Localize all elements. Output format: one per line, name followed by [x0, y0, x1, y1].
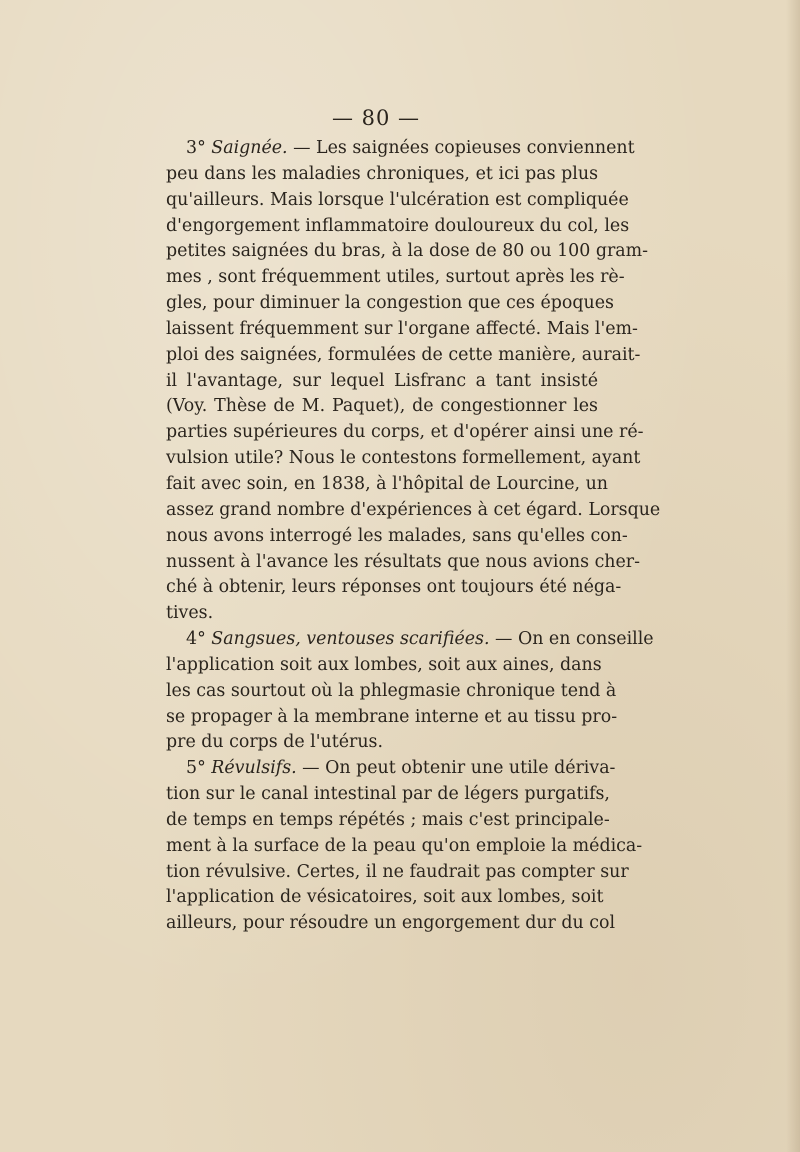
text-line: peu dans les maladies chroniques, et ici pas plus — [166, 163, 598, 184]
text-line: l'application de vésicatoires, soit aux lombes, soit — [166, 887, 604, 908]
text-line — [166, 136, 635, 162]
text-line: mes , sont fréquemment utiles, surtout après les rè- — [166, 267, 625, 288]
text-line: les cas sourtout où la phlegmasie chronique tend à — [166, 680, 617, 701]
text-line: gles, pour diminuer la congestion que ces époques — [166, 293, 614, 314]
page-number: — 80 — — [331, 106, 421, 130]
text-line: petites saignées du bras, à la dose de 80 ou 100 gram- — [166, 241, 648, 262]
section-number: 5° — [186, 758, 212, 779]
text-line: ché à obtenir, leurs réponses ont toujours été néga- — [166, 577, 622, 598]
text-line-content: — On en conseille — [489, 629, 654, 650]
text-line: (Voy. Thèse de M. Paquet), de congestionner les — [166, 396, 598, 417]
text-line — [166, 756, 616, 782]
section-heading-saignee: Saignée. — [211, 138, 288, 158]
text-line: tion sur le canal intestinal par de légers purgatifs, — [166, 784, 610, 805]
body-text — [166, 136, 661, 937]
text-line-content: — On peut obtenir une utile dériva- — [296, 758, 616, 779]
section-number: 3° — [186, 138, 212, 158]
text-line: d'engorgement inflammatoire douloureux du col, les — [166, 215, 630, 236]
section-heading-sangsues: Sangsues, ventouses scarifiées. — [211, 629, 490, 650]
text-line: tion révulsive. Certes, il ne faudrait pas compter sur — [166, 861, 629, 882]
section-heading-revulsifs: Révulsifs. — [211, 758, 297, 779]
page-edge-shadow — [786, 0, 800, 1152]
text-line: de temps en temps répétés ; mais c'est principale- — [166, 809, 610, 830]
text-line: tives. — [166, 603, 214, 624]
text-line: qu'ailleurs. Mais lorsque l'ulcération est compliquée — [166, 189, 629, 210]
text-line: ment à la surface de la peau qu'on emploie la médica- — [166, 835, 643, 856]
text-line: fait avec soin, en 1838, à l'hôpital de Lourcine, un — [166, 473, 608, 494]
text-line — [166, 627, 654, 653]
text-line: l'application soit aux lombes, soit aux aines, dans — [166, 654, 602, 675]
text-line: laissent fréquemment sur l'organe affecté. Mais l'em- — [166, 318, 638, 339]
text-line: nous avons interrogé les malades, sans qu'elles con- — [166, 525, 628, 546]
text-line: parties supérieures du corps, et d'opérer ainsi une ré- — [166, 422, 644, 443]
text-line: pre du corps de l'utérus. — [166, 732, 383, 753]
text-line: ailleurs, pour résoudre un engorgement dur du col — [166, 913, 616, 934]
text-line: ploi des saignées, formulées de cette manière, aurait- — [166, 344, 641, 365]
text-line: il l'avantage, sur lequel Lisfranc a tant insisté — [166, 370, 598, 391]
text-line: vulsion utile? Nous le contestons formellement, ayant — [166, 448, 641, 469]
text-line-content: — Les saignées copieuses conviennent — [287, 138, 635, 158]
text-line: assez grand nombre d'expériences à cet égard. Lorsque — [166, 499, 661, 520]
text-line: se propager à la membrane interne et au tissu pro- — [166, 706, 618, 727]
text-line: nussent à l'avance les résultats que nous avions cher- — [166, 551, 640, 572]
section-number: 4° — [186, 629, 212, 650]
